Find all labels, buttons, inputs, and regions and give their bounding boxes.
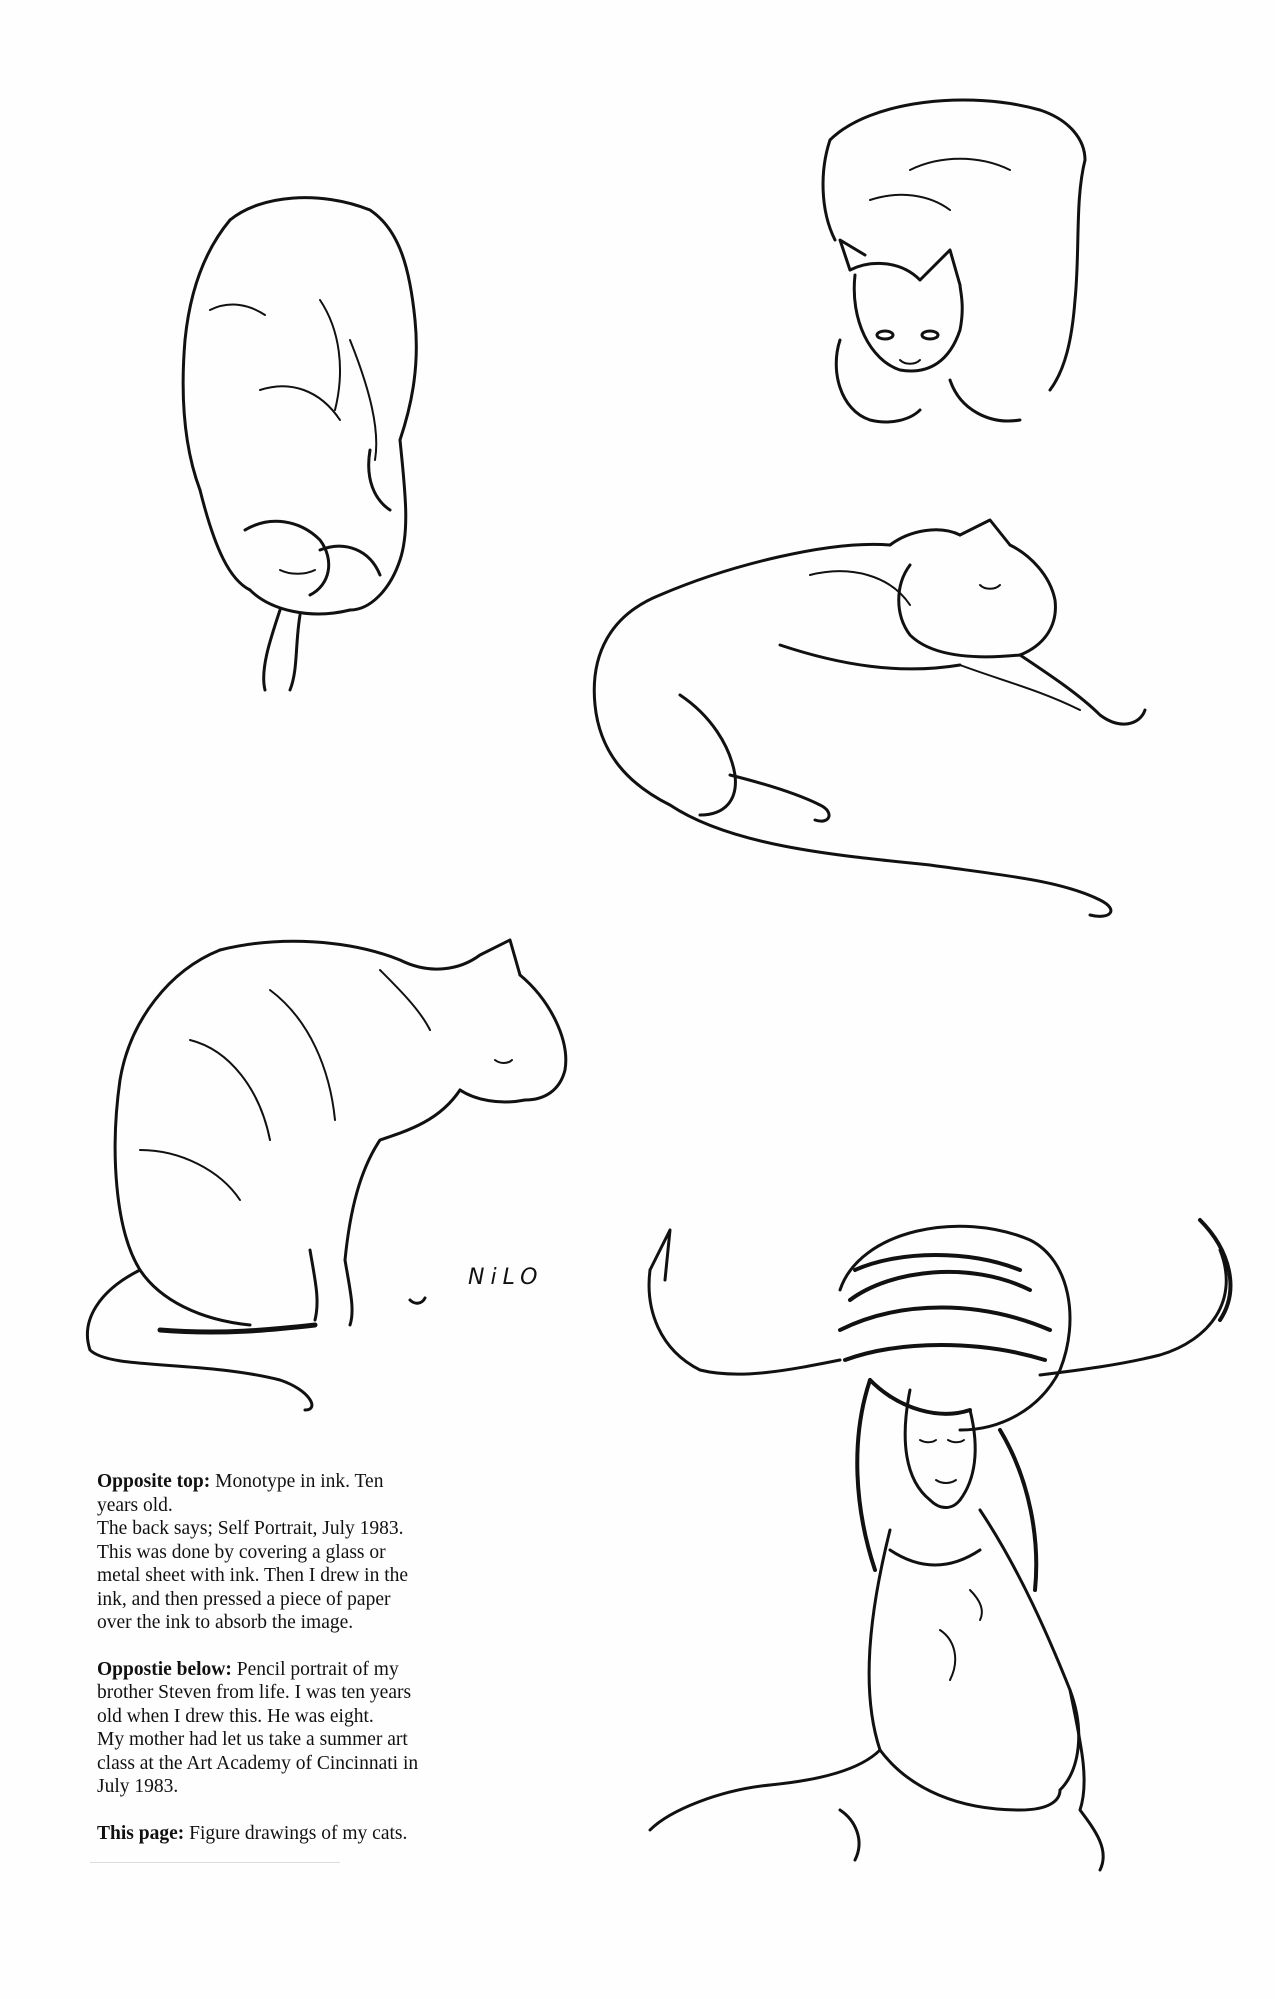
caption-text: Figure drawings of my cats. bbox=[184, 1822, 408, 1844]
artist-signature: NiLO bbox=[468, 1265, 544, 1290]
caption-text: Pencil portrait of my brother Steven from life. I was ten years old when I drew this. He was eight. bbox=[97, 1658, 412, 1727]
cat-sketch-crouching bbox=[810, 90, 1110, 440]
caption-text: Monotype in ink. Ten years old. bbox=[97, 1471, 384, 1516]
cat-sketch-curled bbox=[170, 190, 430, 700]
caption-text: My mother had let us take a summer art class at the Art Academy of Cincinnati in July 1983. bbox=[97, 1729, 419, 1797]
caption-opposite-below bbox=[97, 1658, 427, 1799]
caption-text: The back says; Self Portrait, July 1983. bbox=[97, 1518, 404, 1539]
caption-heading: This page: bbox=[97, 1822, 185, 1844]
cat-sketch-stretching bbox=[580, 515, 1180, 925]
divider bbox=[90, 1862, 340, 1863]
caption-opposite-top bbox=[97, 1470, 427, 1635]
caption-heading: Oppostie below: bbox=[97, 1658, 232, 1680]
caption-text: This was done by covering a glass or metal sheet with ink. Then I drew in the ink, and then pressed a piece of paper over the ink to absorb the image. bbox=[97, 1541, 409, 1633]
caption-block bbox=[97, 1470, 427, 1868]
caption-this-page bbox=[97, 1822, 427, 1846]
caption-heading: Opposite top: bbox=[97, 1471, 211, 1492]
cat-sketch-sitting bbox=[80, 930, 580, 1420]
horned-figure-sketch bbox=[640, 1210, 1240, 1910]
